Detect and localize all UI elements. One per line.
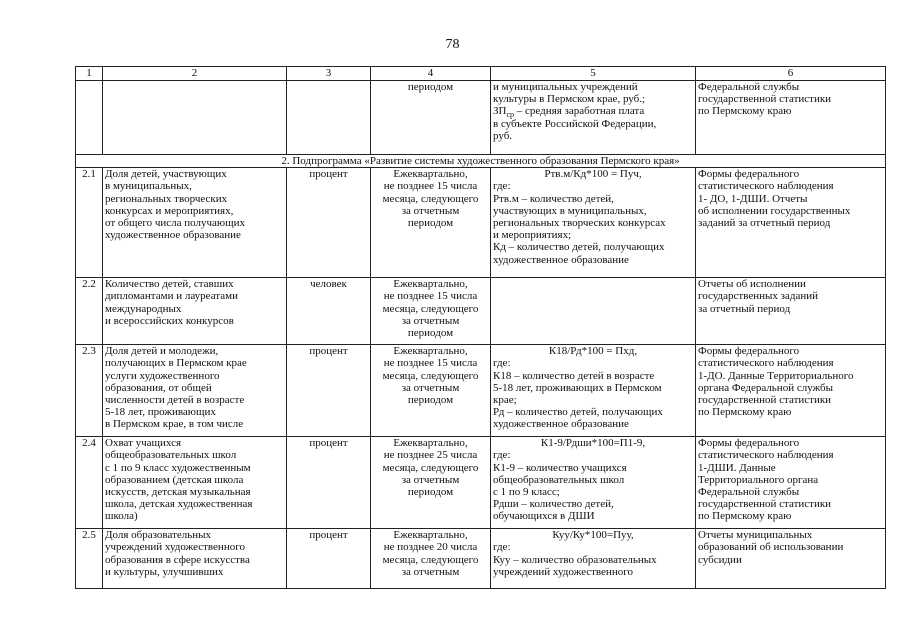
calculation-formula: К1-9/Рдши*100=П1-9, где: К1-9 – количество учащихся общеобразовательных школ с 1 по 9 класс; Рдши – количество детей, обучающихся в ДШИ	[491, 437, 696, 529]
data-source: Отчеты об исполнении государственных заданий за отчетный период	[696, 278, 886, 345]
column-header-2: 2	[103, 67, 287, 81]
section-title: 2. Подпрограмма «Развитие системы художественного образования Пермского края»	[76, 155, 886, 168]
data-source: Формы федерального статистического наблюдения 1-ДШИ. Данные Территориального органа Федеральной службы государственной статистики по Пермскому краю	[696, 437, 886, 529]
continuation-row	[76, 81, 886, 155]
table-row	[76, 168, 886, 278]
calculation-formula: К18/Рд*100 = Пхд, где: К18 – количество детей в возрасте 5-18 лет, проживающих в Пермском крае; Рд – количество детей, получающих художественное образование	[491, 345, 696, 437]
row-number: 2.3	[76, 345, 103, 437]
unit: процент	[287, 345, 371, 437]
indicator-name: Доля детей и молодежи, получающих в Пермском крае услуги художественного образования, от общей численности детей в возрасте 5-18 лет, проживающих в Пермском крае, в том числе	[103, 345, 287, 437]
wage-symbol-subscript: ср	[506, 110, 515, 120]
column-number-header-row	[76, 67, 886, 81]
data-source: Отчеты муниципальных образований об использовании субсидии	[696, 529, 886, 589]
reporting-period: Ежеквартально, не позднее 15 числа месяца, следующего за отчетным периодом	[371, 278, 491, 345]
calculation-formula: Ртв.м/Кд*100 = Пуч, где: Ртв.м – количество детей, участвующих в муниципальных, региональных творческих конкурсах и мероприятиях; Кд – количество детей, получающих художественное образование	[491, 168, 696, 278]
calculation-formula: Куу/Ку*100=Пуу, где: Куу – количество образовательных учреждений художественного	[491, 529, 696, 589]
reporting-period: Ежеквартально, не позднее 15 числа месяца, следующего за отчетным периодом	[371, 168, 491, 278]
unit: процент	[287, 437, 371, 529]
table-row	[76, 278, 886, 345]
page-number: 78	[445, 37, 460, 52]
reporting-period: Ежеквартально, не позднее 15 числа месяца, следующего за отчетным периодом	[371, 345, 491, 437]
column-header-3: 3	[287, 67, 371, 81]
continuation-col3	[287, 81, 371, 155]
column-header-6: 6	[696, 67, 886, 81]
unit: процент	[287, 168, 371, 278]
indicator-name: Доля детей, участвующих в муниципальных, региональных творческих конкурсах и мероприятиях, от общего числа получающих художественное образование	[103, 168, 287, 278]
continuation-source: Федеральной службы государственной статистики по Пермскому краю	[696, 81, 886, 155]
row-number: 2.5	[76, 529, 103, 589]
data-source: Формы федерального статистического наблюдения 1-ДО. Данные Территориального органа Федеральной службы государственной статистики по Пермскому краю	[696, 345, 886, 437]
continuation-formula: и муниципальных учреждений культуры в Пермском крае, руб.; $ЗП_{ср}$ – средняя заработная плата в субъекте Российской Федерации, руб.	[491, 81, 696, 155]
unit: человек	[287, 278, 371, 345]
indicators-table	[75, 66, 886, 589]
continuation-period: периодом	[371, 81, 491, 155]
table-row	[76, 345, 886, 437]
row-number: 2.4	[76, 437, 103, 529]
continuation-col1	[76, 81, 103, 155]
row-number: 2.2	[76, 278, 103, 345]
column-header-4: 4	[371, 67, 491, 81]
indicator-name: Доля образовательных учреждений художественного образования в сфере искусства и культуры, улучшивших	[103, 529, 287, 589]
continuation-col2	[103, 81, 287, 155]
table-row	[76, 529, 886, 589]
row-number: 2.1	[76, 168, 103, 278]
column-header-1: 1	[76, 67, 103, 81]
unit: процент	[287, 529, 371, 589]
calculation-formula	[491, 278, 696, 345]
reporting-period: Ежеквартально, не позднее 25 числа месяца, следующего за отчетным периодом	[371, 437, 491, 529]
wage-symbol: ЗП	[493, 105, 507, 118]
section-row	[76, 155, 886, 168]
indicator-name: Охват учащихся общеобразовательных школ с 1 по 9 класс художественным образованием (детская школа искусств, детская музыкальная школа, детская художественная школа)	[103, 437, 287, 529]
indicator-name: Количество детей, ставших дипломантами и лауреатами международных и всероссийских конкурсов	[103, 278, 287, 345]
column-header-5: 5	[491, 67, 696, 81]
reporting-period: Ежеквартально, не позднее 20 числа месяца, следующего за отчетным	[371, 529, 491, 589]
table-row	[76, 437, 886, 529]
data-source: Формы федерального статистического наблюдения 1- ДО, 1-ДШИ. Отчеты об исполнении государственных заданий за отчетный период	[696, 168, 886, 278]
